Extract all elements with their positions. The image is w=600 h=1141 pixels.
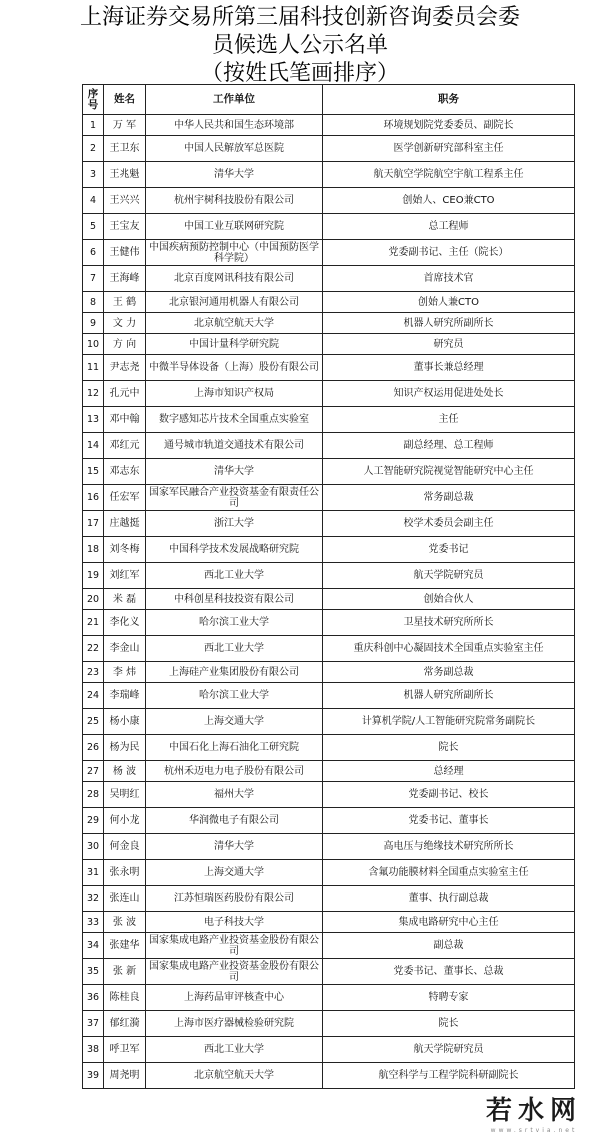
cell-employer: 西北工业大学	[146, 636, 323, 662]
cell-employer: 哈尔滨工业大学	[146, 610, 323, 636]
table-row	[83, 985, 575, 1011]
cell-name: 尹志尧	[104, 355, 146, 381]
cell-index: 22	[83, 636, 104, 662]
cell-name: 邓红元	[104, 433, 146, 459]
table-row	[83, 334, 575, 355]
cell-index: 35	[83, 959, 104, 985]
cell-position: 含氟功能膜材料全国重点实验室主任	[323, 860, 575, 886]
table-row	[83, 886, 575, 912]
table-row	[83, 959, 575, 985]
cell-position: 党委书记、董事长	[323, 808, 575, 834]
cell-name: 王海峰	[104, 266, 146, 292]
cell-position: 院长	[323, 735, 575, 761]
table-row	[83, 636, 575, 662]
cell-index: 13	[83, 407, 104, 433]
table-row	[83, 355, 575, 381]
cell-index: 39	[83, 1063, 104, 1089]
cell-position: 常务副总裁	[323, 485, 575, 511]
cell-index: 6	[83, 240, 104, 266]
cell-index: 5	[83, 214, 104, 240]
cell-name: 呼卫军	[104, 1037, 146, 1063]
cell-index: 27	[83, 761, 104, 782]
cell-employer: 电子科技大学	[146, 912, 323, 933]
header-name: 姓名	[104, 85, 146, 115]
cell-name: 王兴兴	[104, 188, 146, 214]
cell-position: 首席技术官	[323, 266, 575, 292]
cell-index: 36	[83, 985, 104, 1011]
cell-name: 张永明	[104, 860, 146, 886]
title-line-2: 员候选人公示名单	[211, 33, 388, 58]
cell-index: 30	[83, 834, 104, 860]
cell-employer: 通号城市轨道交通技术有限公司	[146, 433, 323, 459]
table-row	[83, 240, 575, 266]
cell-position: 航天学院研究员	[323, 1037, 575, 1063]
cell-name: 孔元中	[104, 381, 146, 407]
cell-index: 11	[83, 355, 104, 381]
title-line-1: 上海证券交易所第三届科技创新咨询委员会委	[79, 5, 520, 30]
cell-name: 王宝友	[104, 214, 146, 240]
cell-employer: 杭州禾迈电力电子股份有限公司	[146, 761, 323, 782]
table-row	[83, 162, 575, 188]
header-employer: 工作单位	[146, 85, 323, 115]
cell-name: 吴明红	[104, 782, 146, 808]
cell-name: 张连山	[104, 886, 146, 912]
cell-index: 8	[83, 292, 104, 313]
watermark-url: www.srtvia.net	[490, 1127, 578, 1134]
cell-employer: 上海药品审评核查中心	[146, 985, 323, 1011]
cell-index: 3	[83, 162, 104, 188]
cell-name: 方 向	[104, 334, 146, 355]
cell-employer: 北京百度网讯科技有限公司	[146, 266, 323, 292]
cell-employer: 华润微电子有限公司	[146, 808, 323, 834]
cell-employer: 上海交通大学	[146, 709, 323, 735]
cell-employer: 中国计量科学研究院	[146, 334, 323, 355]
cell-name: 邓志东	[104, 459, 146, 485]
cell-name: 王健伟	[104, 240, 146, 266]
table-row	[83, 860, 575, 886]
table-row	[83, 1063, 575, 1089]
cell-index: 32	[83, 886, 104, 912]
cell-index: 14	[83, 433, 104, 459]
cell-name: 张建华	[104, 933, 146, 959]
cell-position: 计算机学院/人工智能研究院常务副院长	[323, 709, 575, 735]
table-row	[83, 459, 575, 485]
page-title	[20, 4, 580, 88]
cell-name: 米 磊	[104, 589, 146, 610]
cell-index: 18	[83, 537, 104, 563]
cell-position: 董事长兼总经理	[323, 355, 575, 381]
cell-position: 特聘专家	[323, 985, 575, 1011]
table-row	[83, 761, 575, 782]
cell-employer: 上海硅产业集团股份有限公司	[146, 662, 323, 683]
cell-position: 主任	[323, 407, 575, 433]
cell-index: 19	[83, 563, 104, 589]
cell-index: 25	[83, 709, 104, 735]
cell-employer: 上海市医疗器械检验研究院	[146, 1011, 323, 1037]
cell-employer: 上海交通大学	[146, 860, 323, 886]
table-row	[83, 407, 575, 433]
cell-employer: 中国人民解放军总医院	[146, 136, 323, 162]
table-row	[83, 683, 575, 709]
cell-name: 刘冬梅	[104, 537, 146, 563]
cell-position: 常务副总裁	[323, 662, 575, 683]
cell-position: 航天学院研究员	[323, 563, 575, 589]
cell-position: 党委副书记、校长	[323, 782, 575, 808]
cell-name: 杨小康	[104, 709, 146, 735]
cell-index: 7	[83, 266, 104, 292]
cell-employer: 哈尔滨工业大学	[146, 683, 323, 709]
cell-employer: 清华大学	[146, 162, 323, 188]
cell-employer: 清华大学	[146, 459, 323, 485]
cell-employer: 上海市知识产权局	[146, 381, 323, 407]
cell-position: 医学创新研究部科室主任	[323, 136, 575, 162]
cell-position: 党委副书记、主任（院长）	[323, 240, 575, 266]
cell-employer: 清华大学	[146, 834, 323, 860]
cell-employer: 国家集成电路产业投资基金股份有限公司	[146, 959, 323, 985]
cell-name: 邓中翰	[104, 407, 146, 433]
cell-employer: 北京航空航天大学	[146, 1063, 323, 1089]
cell-index: 9	[83, 313, 104, 334]
cell-name: 张 波	[104, 912, 146, 933]
cell-index: 38	[83, 1037, 104, 1063]
cell-position: 航天航空学院航空宇航工程系主任	[323, 162, 575, 188]
cell-name: 万 军	[104, 115, 146, 136]
table-row	[83, 136, 575, 162]
cell-position: 董事、执行副总裁	[323, 886, 575, 912]
watermark-text: 若水网	[485, 1096, 582, 1126]
table-row	[83, 912, 575, 933]
cell-name: 任宏军	[104, 485, 146, 511]
cell-index: 1	[83, 115, 104, 136]
table-row	[83, 188, 575, 214]
cell-employer: 中国科学技术发展战略研究院	[146, 537, 323, 563]
cell-index: 21	[83, 610, 104, 636]
cell-position: 党委书记	[323, 537, 575, 563]
table-row	[83, 485, 575, 511]
cell-position: 党委书记、董事长、总裁	[323, 959, 575, 985]
cell-name: 何金良	[104, 834, 146, 860]
cell-position: 重庆科创中心凝固技术全国重点实验室主任	[323, 636, 575, 662]
table-row	[83, 115, 575, 136]
title-line-3: （按姓氏笔画排序）	[200, 61, 399, 86]
table-row	[83, 214, 575, 240]
cell-name: 李金山	[104, 636, 146, 662]
cell-position: 副总经理、总工程师	[323, 433, 575, 459]
cell-employer: 江苏恒瑞医药股份有限公司	[146, 886, 323, 912]
cell-index: 15	[83, 459, 104, 485]
cell-name: 庄越挺	[104, 511, 146, 537]
cell-index: 24	[83, 683, 104, 709]
cell-index: 20	[83, 589, 104, 610]
cell-index: 16	[83, 485, 104, 511]
cell-employer: 中微半导体设备（上海）股份有限公司	[146, 355, 323, 381]
cell-index: 28	[83, 782, 104, 808]
cell-employer: 西北工业大学	[146, 563, 323, 589]
table-row	[83, 563, 575, 589]
cell-index: 2	[83, 136, 104, 162]
table-row	[83, 1011, 575, 1037]
cell-name: 杨 波	[104, 761, 146, 782]
cell-name: 文 力	[104, 313, 146, 334]
cell-employer: 西北工业大学	[146, 1037, 323, 1063]
cell-employer: 浙江大学	[146, 511, 323, 537]
table-row	[83, 511, 575, 537]
cell-employer: 国家军民融合产业投资基金有限责任公司	[146, 485, 323, 511]
cell-name: 陈桂良	[104, 985, 146, 1011]
cell-position: 总工程师	[323, 214, 575, 240]
table-row	[83, 589, 575, 610]
cell-index: 37	[83, 1011, 104, 1037]
cell-employer: 福州大学	[146, 782, 323, 808]
watermark-logo	[474, 1095, 594, 1139]
table-row	[83, 808, 575, 834]
table-row	[83, 313, 575, 334]
cell-position: 副总裁	[323, 933, 575, 959]
cell-employer: 国家集成电路产业投资基金股份有限公司	[146, 933, 323, 959]
cell-position: 机器人研究所副所长	[323, 683, 575, 709]
cell-name: 刘红军	[104, 563, 146, 589]
cell-employer: 杭州宇树科技股份有限公司	[146, 188, 323, 214]
table-row	[83, 381, 575, 407]
header-position: 职务	[323, 85, 575, 115]
table-row	[83, 834, 575, 860]
cell-position: 卫星技术研究所所长	[323, 610, 575, 636]
table-row	[83, 1037, 575, 1063]
cell-name: 郁红漪	[104, 1011, 146, 1037]
cell-index: 23	[83, 662, 104, 683]
header-index: 序号	[83, 85, 104, 115]
cell-name: 周尧明	[104, 1063, 146, 1089]
table-row	[83, 933, 575, 959]
cell-position: 研究员	[323, 334, 575, 355]
cell-index: 26	[83, 735, 104, 761]
cell-name: 李 炜	[104, 662, 146, 683]
cell-index: 33	[83, 912, 104, 933]
cell-employer: 北京航空航天大学	[146, 313, 323, 334]
cell-position: 知识产权运用促进处处长	[323, 381, 575, 407]
table-row	[83, 782, 575, 808]
cell-position: 院长	[323, 1011, 575, 1037]
cell-position: 校学术委员会副主任	[323, 511, 575, 537]
table-row	[83, 735, 575, 761]
cell-index: 12	[83, 381, 104, 407]
cell-name: 杨为民	[104, 735, 146, 761]
cell-name: 王兆魁	[104, 162, 146, 188]
cell-index: 10	[83, 334, 104, 355]
cell-position: 高电压与绝缘技术研究所所长	[323, 834, 575, 860]
cell-position: 总经理	[323, 761, 575, 782]
cell-index: 4	[83, 188, 104, 214]
cell-position: 创始人、CEO兼CTO	[323, 188, 575, 214]
table-row	[83, 709, 575, 735]
cell-name: 王卫东	[104, 136, 146, 162]
cell-index: 29	[83, 808, 104, 834]
table-row	[83, 266, 575, 292]
cell-position: 创始合伙人	[323, 589, 575, 610]
cell-name: 王 鹤	[104, 292, 146, 313]
table-row	[83, 537, 575, 563]
cell-employer: 中华人民共和国生态环境部	[146, 115, 323, 136]
cell-name: 张 新	[104, 959, 146, 985]
table-row	[83, 292, 575, 313]
cell-employer: 数字感知芯片技术全国重点实验室	[146, 407, 323, 433]
cell-position: 环境规划院党委委员、副院长	[323, 115, 575, 136]
candidate-table	[82, 84, 575, 1089]
cell-index: 34	[83, 933, 104, 959]
cell-position: 集成电路研究中心主任	[323, 912, 575, 933]
table-header-row	[83, 85, 575, 115]
cell-index: 17	[83, 511, 104, 537]
cell-employer: 中科创星科技投资有限公司	[146, 589, 323, 610]
cell-name: 李瑞峰	[104, 683, 146, 709]
cell-position: 人工智能研究院视觉智能研究中心主任	[323, 459, 575, 485]
cell-employer: 中国工业互联网研究院	[146, 214, 323, 240]
cell-index: 31	[83, 860, 104, 886]
cell-position: 航空科学与工程学院科研副院长	[323, 1063, 575, 1089]
table-row	[83, 610, 575, 636]
table-row	[83, 433, 575, 459]
table-row	[83, 662, 575, 683]
cell-employer: 中国疾病预防控制中心（中国预防医学科学院）	[146, 240, 323, 266]
cell-position: 创始人兼CTO	[323, 292, 575, 313]
cell-name: 何小龙	[104, 808, 146, 834]
cell-position: 机器人研究所副所长	[323, 313, 575, 334]
cell-name: 李化义	[104, 610, 146, 636]
cell-employer: 北京银河通用机器人有限公司	[146, 292, 323, 313]
cell-employer: 中国石化上海石油化工研究院	[146, 735, 323, 761]
